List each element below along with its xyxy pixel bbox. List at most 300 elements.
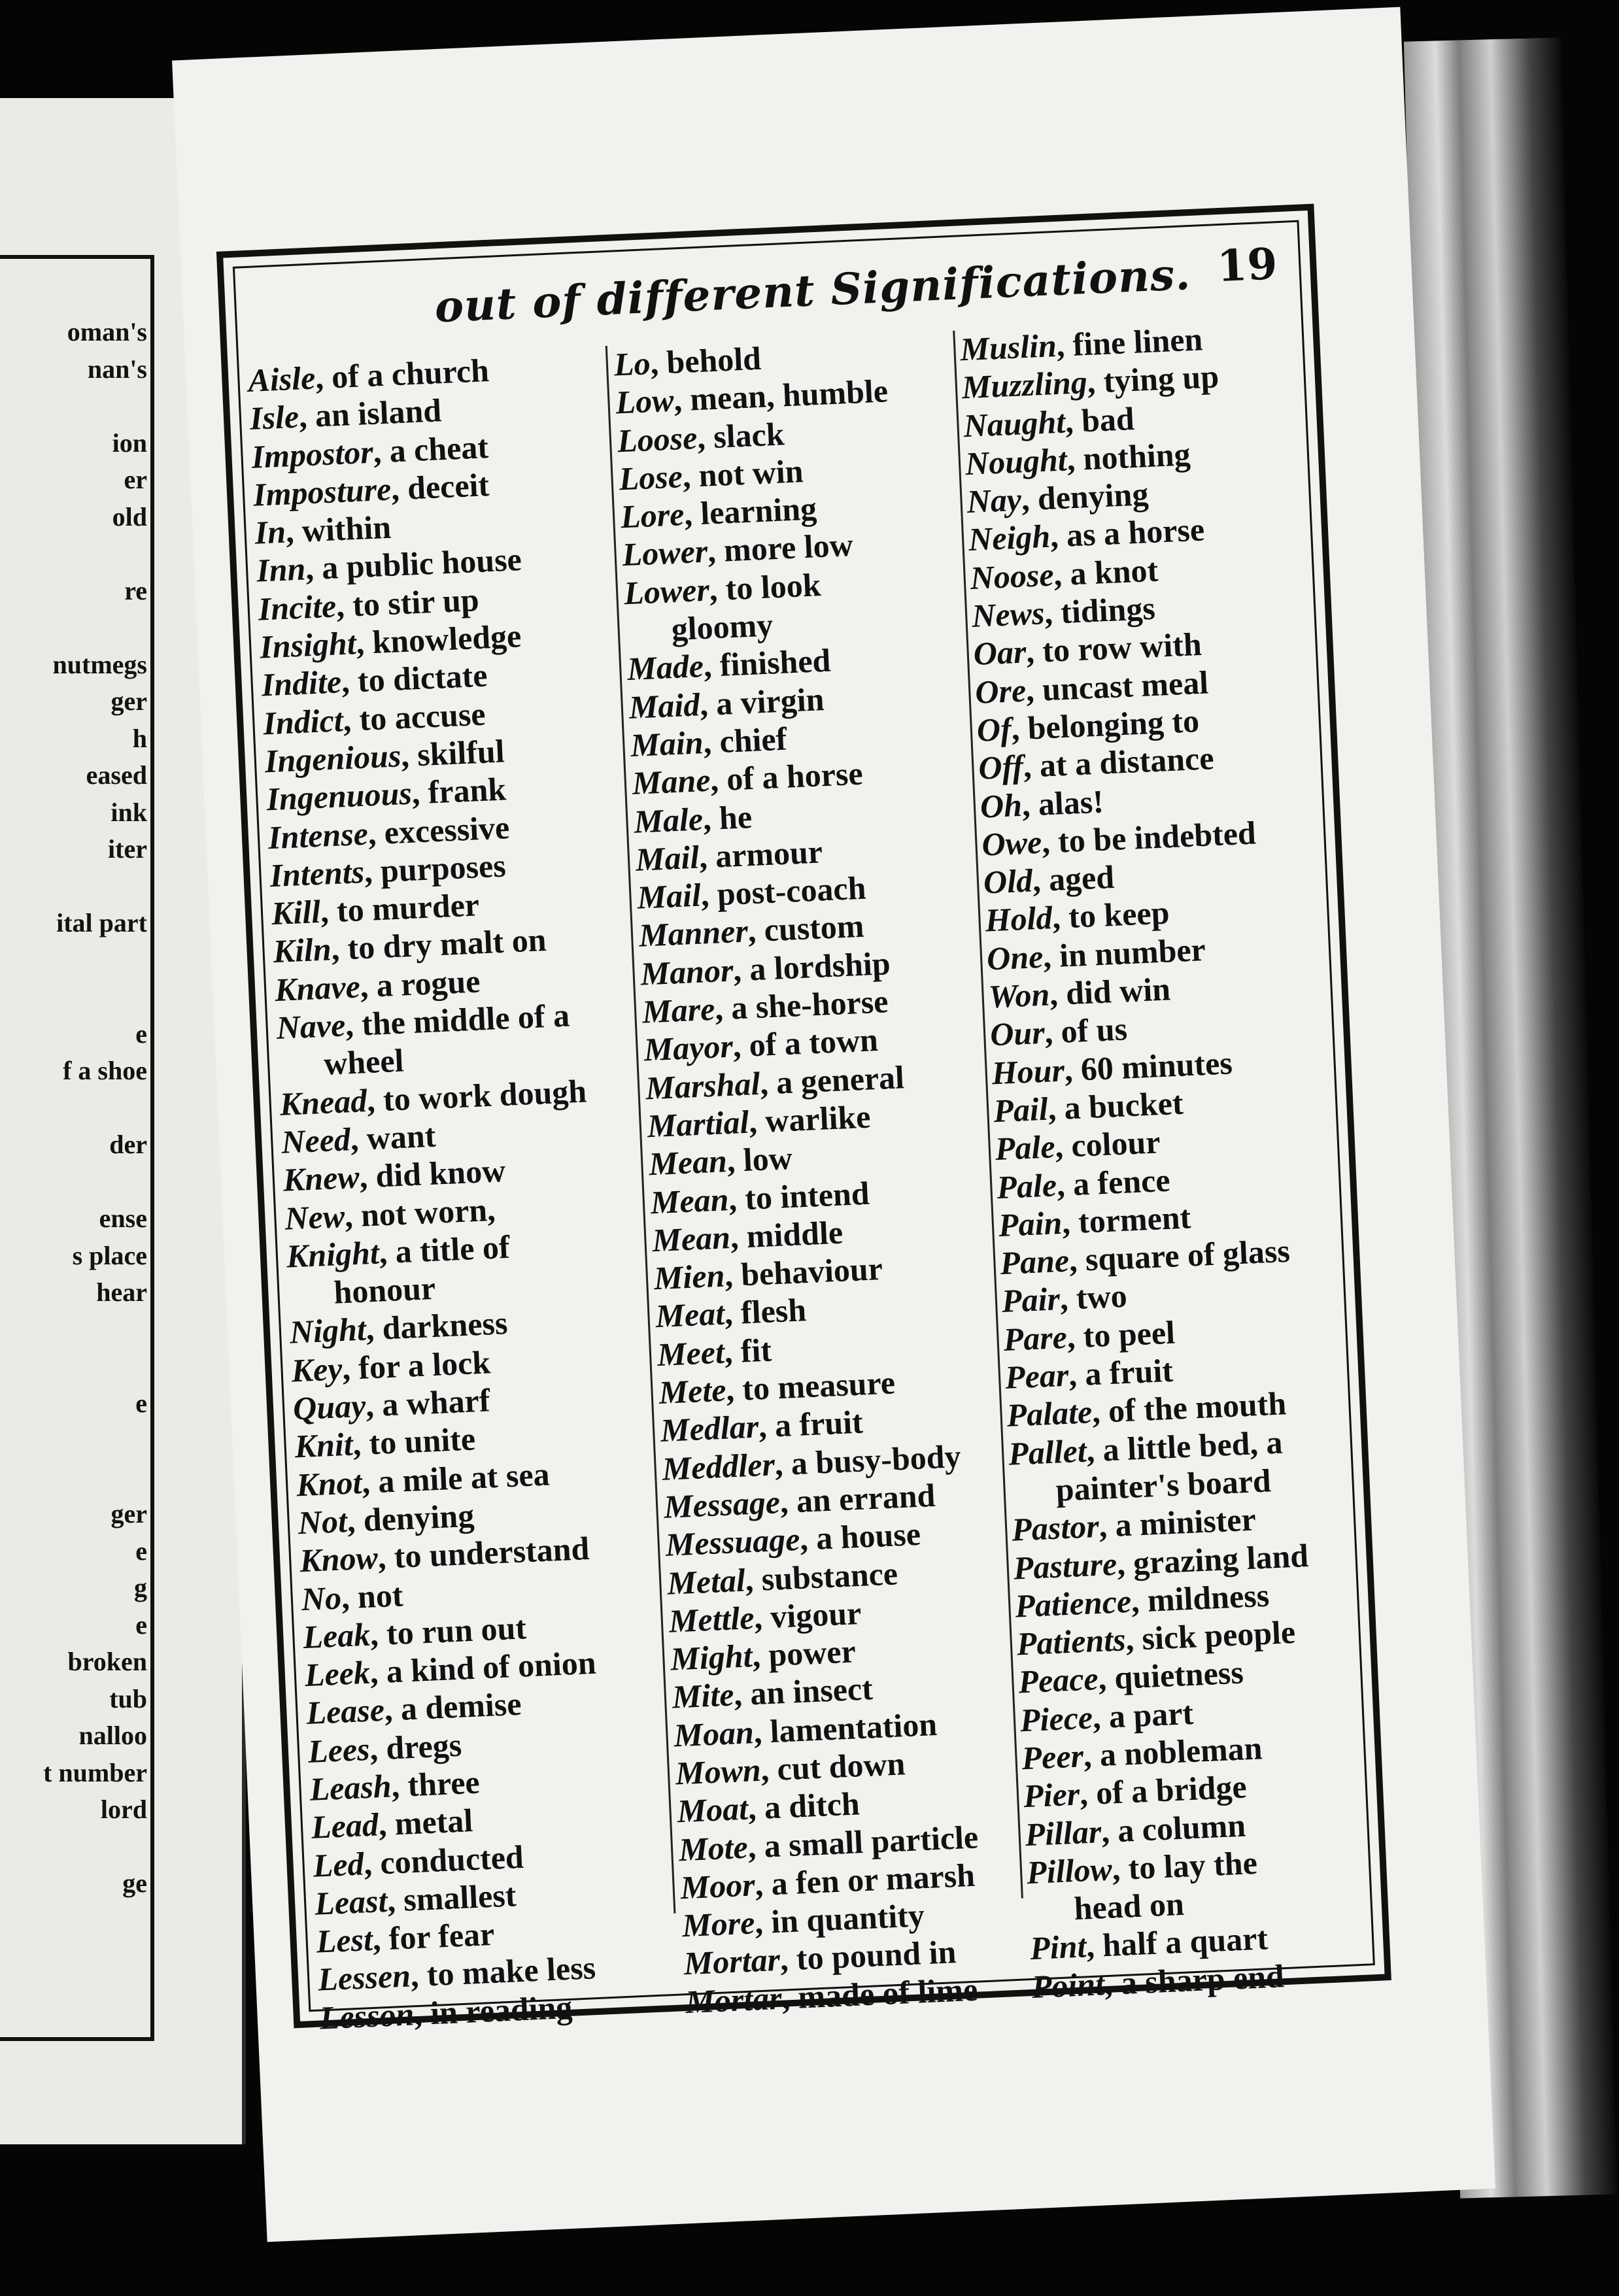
entry-meaning: , to keep xyxy=(1051,894,1170,936)
entry-word: Mean xyxy=(651,1218,732,1259)
entry-meaning: , uncast meal xyxy=(1025,664,1210,709)
entry-meaning: , for a lock xyxy=(341,1343,492,1387)
entry-meaning: , substance xyxy=(744,1554,899,1598)
entry-word: Lose xyxy=(618,458,683,498)
entry-word: Pallet xyxy=(1007,1432,1087,1472)
entry-meaning: , to pound in xyxy=(779,1933,957,1978)
entry-word: Pint xyxy=(1029,1927,1087,1967)
fragment-line xyxy=(0,979,147,1016)
fragment-line: ion xyxy=(112,428,147,458)
entry-meaning: , denying xyxy=(346,1496,475,1539)
entry-word: Knot xyxy=(296,1463,363,1503)
entry-meaning: , a busy-body xyxy=(774,1437,962,1483)
running-head: out of different Significations. xyxy=(434,248,1192,333)
entry-word: Lease xyxy=(305,1691,386,1732)
entry-word: Pillar xyxy=(1024,1812,1102,1853)
entry-meaning: , slack xyxy=(696,414,785,456)
entry-word: Peer xyxy=(1021,1737,1085,1777)
entry-meaning: , metal xyxy=(377,1802,474,1843)
entry-word: Metal xyxy=(666,1561,746,1602)
entry-word: Point xyxy=(1031,1965,1106,2005)
entry-word: Moor xyxy=(679,1866,756,1906)
entry-word: Ore xyxy=(974,671,1027,711)
fragment-line: ense xyxy=(99,1204,147,1233)
entry-word: Leash xyxy=(309,1767,392,1808)
entry-word: Palate xyxy=(1006,1393,1093,1434)
entry-word: Lore xyxy=(619,496,685,535)
entry-word: Oar xyxy=(972,633,1027,673)
entry-word: Mien xyxy=(653,1257,726,1297)
fragment-line xyxy=(0,1311,147,1349)
fragment-line: ger xyxy=(111,686,147,716)
fragment-line xyxy=(0,942,147,979)
entry-word: Isle xyxy=(248,397,300,437)
entry-meaning: , to intend xyxy=(728,1174,870,1217)
entry-word: Mayor xyxy=(643,1027,734,1068)
entry-word: Knight xyxy=(285,1234,380,1275)
entry-word: Muzzling xyxy=(961,363,1088,406)
entry-meaning: , to murder xyxy=(319,886,481,930)
entry-meaning: , a knot xyxy=(1053,551,1159,593)
entry-meaning: , skilful xyxy=(400,732,505,774)
entry-word: Messuage xyxy=(664,1521,801,1564)
entry-word: Impostor xyxy=(250,433,374,475)
entry-word: Maid xyxy=(628,686,701,726)
entry-meaning: , low xyxy=(726,1140,793,1179)
entry-meaning: , post-coach xyxy=(700,869,867,913)
fragment-line: h xyxy=(132,723,147,753)
entry-meaning: , of a bridge xyxy=(1078,1768,1248,1812)
entry-meaning: , cut down xyxy=(760,1745,906,1788)
entry-word: Knave xyxy=(273,968,361,1008)
entry-meaning: , a title of xyxy=(378,1228,511,1271)
entry-meaning: , of a town xyxy=(732,1021,879,1064)
entry-meaning: , to measure xyxy=(725,1364,896,1408)
fragment-line: f a shoe xyxy=(63,1056,147,1085)
entry-meaning: , armour xyxy=(698,833,824,875)
entry-word: Lees xyxy=(307,1730,371,1770)
entry-meaning: , for fear xyxy=(371,1916,496,1958)
entry-meaning: , conducted xyxy=(363,1838,524,1882)
entry-meaning: , to work dough xyxy=(366,1072,588,1119)
entry-meaning: , a she-horse xyxy=(713,983,889,1027)
fragment-line: e xyxy=(135,1019,147,1049)
entry-meaning: , to unite xyxy=(352,1420,477,1462)
fragment-line: old xyxy=(112,501,147,532)
fragment-line xyxy=(0,609,147,647)
entry-meaning: , a minister xyxy=(1098,1500,1257,1545)
entry-meaning: , did win xyxy=(1048,970,1172,1013)
fragment-line: hear xyxy=(96,1277,147,1307)
entry-meaning: , denying xyxy=(1020,475,1150,518)
entry-word: Lest xyxy=(315,1921,373,1960)
entry-word: Lower xyxy=(621,533,709,573)
entry-meaning: , a general xyxy=(758,1058,905,1102)
entry-word: Incite xyxy=(257,587,337,628)
entry-meaning: honour xyxy=(333,1269,437,1311)
entry-meaning: , a column xyxy=(1100,1806,1247,1849)
entry-word: Meet xyxy=(656,1333,725,1373)
entry-meaning: painter's board xyxy=(1055,1462,1272,1508)
book-page xyxy=(172,7,1495,2242)
entry-meaning: , square of glass xyxy=(1068,1232,1291,1279)
entry-meaning: , tying up xyxy=(1086,358,1220,401)
entry-word: Medlar xyxy=(659,1408,760,1449)
entry-word: Mail xyxy=(636,876,702,916)
entry-meaning: , of a church xyxy=(314,351,490,396)
fragment-line: nalloo xyxy=(78,1721,147,1750)
entry-word: Pear xyxy=(1004,1356,1070,1396)
entry-meaning: , mean, humble xyxy=(673,372,889,418)
entry-meaning: , power xyxy=(751,1632,857,1674)
entry-word: Of xyxy=(976,710,1012,749)
entry-meaning: , fine linen xyxy=(1055,320,1204,363)
entry-word: Intense xyxy=(267,815,369,856)
fragment-line xyxy=(0,1348,147,1385)
entry-meaning: , a nobleman xyxy=(1082,1729,1263,1774)
entry-meaning: , tidings xyxy=(1044,589,1156,632)
entry-word: Male xyxy=(633,800,704,840)
entry-word: Old xyxy=(982,862,1034,901)
entry-word: Hold xyxy=(984,899,1053,939)
entry-word: Might xyxy=(670,1637,753,1678)
entry-meaning: , vigour xyxy=(753,1594,862,1636)
entry-word: Knead xyxy=(279,1081,368,1123)
entry-meaning: , more low xyxy=(706,526,854,570)
entry-word: Least xyxy=(314,1882,388,1922)
entry-word: More xyxy=(681,1904,756,1944)
entry-meaning: , sick people xyxy=(1125,1613,1297,1658)
entry-meaning: , not win xyxy=(681,452,804,495)
entry-word: Ingenious xyxy=(264,737,402,780)
entry-word: Manor xyxy=(639,951,734,992)
entry-meaning: , of a horse xyxy=(709,754,864,798)
fragment-line: lord xyxy=(100,1795,147,1824)
entry-meaning: , belonging to xyxy=(1010,702,1201,747)
entry-meaning: , an island xyxy=(298,392,443,435)
entry-word: Lesson xyxy=(318,1995,415,2036)
fragment-line: e xyxy=(135,1610,147,1640)
entry-word: Leak xyxy=(302,1615,371,1655)
page-number: 19 xyxy=(1216,238,1278,292)
entry-word: Pane xyxy=(999,1241,1070,1282)
entry-meaning: , to dry malt on xyxy=(330,921,547,968)
entry-meaning: , a cheat xyxy=(372,428,489,470)
fragment-line xyxy=(0,1459,147,1496)
entry-meaning: , mildness xyxy=(1130,1576,1270,1619)
fragment-line: iter xyxy=(108,834,147,864)
entry-meaning: wheel xyxy=(322,1041,405,1083)
entry-meaning: , dregs xyxy=(369,1726,463,1767)
fragment-line: re xyxy=(124,575,147,605)
entry-meaning: , to row with xyxy=(1025,626,1202,670)
entry-meaning: , within xyxy=(284,508,392,550)
entry-word: Mane xyxy=(631,762,711,802)
entry-meaning: , in reading xyxy=(413,1988,573,2033)
entry-meaning: , darkness xyxy=(365,1304,509,1347)
entry-word: One xyxy=(985,937,1044,977)
entry-meaning: , aged xyxy=(1031,858,1116,899)
fragment-line: eased xyxy=(86,760,147,790)
page-border xyxy=(216,204,1391,2036)
entry-word: Mean xyxy=(648,1142,728,1183)
entry-meaning: , to run out xyxy=(369,1609,527,1653)
entry-meaning: , not worn, xyxy=(343,1190,496,1234)
entry-meaning: , grazing land xyxy=(1116,1536,1310,1582)
entry-word: Oh xyxy=(979,786,1023,825)
entry-word: Peace xyxy=(1017,1660,1099,1700)
entry-meaning: , three xyxy=(390,1763,481,1804)
entry-word: Low xyxy=(615,381,675,421)
entry-meaning: , torment xyxy=(1061,1198,1192,1241)
entry-meaning: , to accuse xyxy=(342,695,486,738)
entry-word: Made xyxy=(626,647,705,688)
entry-word: Lower xyxy=(623,571,710,611)
entry-meaning: , custom xyxy=(747,907,865,949)
entry-word: Mean xyxy=(649,1180,730,1221)
entry-word: Know xyxy=(299,1539,379,1579)
entry-meaning: , to make less xyxy=(409,1949,597,1994)
entry-word: Our xyxy=(989,1014,1046,1053)
entry-meaning: , a kind of onion xyxy=(369,1644,597,1691)
entry-word: Noose xyxy=(969,556,1055,596)
entry-word: Led xyxy=(312,1845,365,1884)
fragment-line: e xyxy=(135,1536,147,1566)
entry-word: Mite xyxy=(671,1676,735,1715)
entry-word: Knit xyxy=(294,1425,354,1465)
entry-meaning: , chief xyxy=(702,720,788,761)
entry-word: Off xyxy=(978,748,1025,787)
entry-meaning: , a mile at sea xyxy=(360,1455,551,1500)
entry-word: No xyxy=(300,1579,343,1617)
entry-word: Meat xyxy=(655,1295,726,1335)
entry-word: Nought xyxy=(964,441,1068,482)
entry-meaning: , a sharp end xyxy=(1103,1957,1285,2002)
entry-meaning: , not xyxy=(340,1576,404,1616)
fragment-line: ital part xyxy=(56,908,147,937)
fragment-line: s place xyxy=(72,1240,147,1270)
entry-word: Night xyxy=(288,1310,367,1351)
entry-word: Hour xyxy=(991,1051,1066,1091)
entry-word: Pare xyxy=(1002,1318,1068,1358)
entry-meaning: , did know xyxy=(358,1152,507,1195)
entry-meaning: , a rogue xyxy=(359,962,481,1005)
entry-word: Aisle xyxy=(247,359,316,399)
fragment-line: tub xyxy=(109,1683,147,1714)
fragment-line: nan's xyxy=(87,354,147,384)
entry-meaning: gloomy xyxy=(670,606,774,648)
fragment-line xyxy=(0,1829,147,1866)
fragment-line: oman's xyxy=(67,317,147,346)
entry-meaning: , an insect xyxy=(733,1670,874,1713)
fragment-line: g xyxy=(134,1573,147,1602)
entry-word: Owe xyxy=(981,823,1043,863)
entry-meaning: , the middle of a xyxy=(344,996,571,1043)
entry-word: Naught xyxy=(963,403,1066,444)
entry-meaning: , a ditch xyxy=(747,1785,861,1827)
entry-word: Martial xyxy=(646,1103,750,1145)
entry-meaning: , colour xyxy=(1054,1123,1161,1165)
fragment-line xyxy=(0,1090,147,1127)
entry-meaning: , warlike xyxy=(748,1098,872,1140)
entry-word: Moan xyxy=(673,1713,755,1754)
entry-meaning: , a wharf xyxy=(364,1381,491,1424)
entry-word: Inn xyxy=(256,550,307,590)
entry-meaning: , purposes xyxy=(363,847,507,890)
fragment-line xyxy=(0,1164,147,1201)
entry-word: Pain xyxy=(997,1204,1063,1243)
entry-meaning: , learning xyxy=(683,490,818,533)
entry-word: Pillow xyxy=(1025,1850,1113,1891)
entry-word: In xyxy=(254,513,287,551)
entry-meaning: , knowledge xyxy=(355,617,522,662)
entry-word: Mettle xyxy=(668,1598,755,1640)
entry-word: Manner xyxy=(638,912,749,954)
entry-word: Main xyxy=(630,724,704,764)
fragment-line: ink xyxy=(111,797,147,827)
entry-word: Pasture xyxy=(1012,1545,1118,1587)
entry-word: Nave xyxy=(275,1006,347,1047)
entry-word: Patients xyxy=(1015,1621,1127,1663)
entry-word: Loose xyxy=(616,418,698,460)
entry-meaning: , behaviour xyxy=(724,1250,883,1294)
entry-meaning: , behold xyxy=(649,339,762,382)
entry-meaning: , to stir up xyxy=(335,581,480,624)
entry-meaning: , a fruit xyxy=(757,1403,864,1445)
entry-meaning: head on xyxy=(1073,1885,1185,1927)
entry-meaning: , as a horse xyxy=(1049,511,1206,555)
entry-meaning: , to lay the xyxy=(1111,1844,1258,1887)
entry-meaning: , to peel xyxy=(1066,1313,1176,1355)
entry-meaning: , made of lime xyxy=(781,1970,979,2016)
entry-meaning: , 60 minutes xyxy=(1063,1043,1233,1089)
entry-meaning: , quietness xyxy=(1097,1653,1244,1697)
entry-word: Mortar xyxy=(683,1941,781,1982)
entry-meaning: , finished xyxy=(702,641,832,684)
entry-word: Quay xyxy=(292,1387,367,1427)
entry-word: Mete xyxy=(658,1371,727,1411)
entry-meaning: , a demise xyxy=(383,1685,522,1729)
fragment-line: ge xyxy=(122,1868,147,1898)
entry-word: Neigh xyxy=(967,518,1051,558)
entry-word: Key xyxy=(290,1349,343,1389)
entry-meaning: , a little bed, a xyxy=(1085,1423,1284,1469)
entry-meaning: , alas! xyxy=(1021,783,1104,823)
entry-word: News xyxy=(971,594,1046,635)
entry-meaning: , a fruit xyxy=(1068,1351,1174,1393)
entry-meaning: , nothing xyxy=(1066,435,1191,478)
entry-meaning: , frank xyxy=(411,770,507,811)
entry-meaning: , of the mouth xyxy=(1091,1385,1287,1430)
entry-word: Moat xyxy=(676,1790,749,1830)
entry-word: Message xyxy=(663,1483,781,1525)
entry-word: Mote xyxy=(677,1828,749,1868)
fragment-line xyxy=(0,535,147,573)
entry-meaning: , a small particle xyxy=(747,1818,980,1865)
entry-word: Indict xyxy=(262,701,344,742)
entry-word: Kiln xyxy=(272,930,332,970)
entry-word: Patience xyxy=(1014,1582,1133,1625)
entry-word: Imposture xyxy=(252,470,392,513)
entry-word: Lessen xyxy=(317,1957,412,1999)
entry-word: Nay xyxy=(966,481,1023,520)
entry-word: Pail xyxy=(993,1090,1049,1130)
entry-meaning: , want xyxy=(349,1117,437,1158)
entry-word: Leek xyxy=(303,1653,371,1694)
fragment-line: ger xyxy=(111,1499,147,1528)
entry-word: Insight xyxy=(259,624,357,666)
entry-meaning: , to dictate xyxy=(340,656,488,700)
entry-meaning: , in quantity xyxy=(754,1897,926,1941)
fragment-line: e xyxy=(135,1388,147,1418)
entry-word: Need xyxy=(281,1121,351,1160)
entry-word: Marshal xyxy=(645,1064,761,1107)
entry-word: New xyxy=(284,1197,346,1237)
fragment-line: der xyxy=(109,1130,147,1159)
entry-word: Mail xyxy=(634,838,700,878)
entry-word: Pale xyxy=(996,1166,1058,1206)
entry-meaning: , a public house xyxy=(305,541,522,587)
entry-word: Not xyxy=(297,1502,348,1542)
entry-word: Mortar xyxy=(685,1979,783,2020)
entry-meaning: , lamentation xyxy=(753,1705,938,1750)
entry-meaning: , a house xyxy=(798,1515,921,1558)
fragment-line: t number xyxy=(43,1757,147,1787)
entry-meaning: , a fen or marsh xyxy=(754,1856,976,1903)
entry-word: Kill xyxy=(270,893,322,932)
entry-meaning: , a bucket xyxy=(1047,1084,1184,1127)
entry-word: Intents xyxy=(269,853,366,894)
entry-word: Knew xyxy=(282,1158,360,1199)
word-column-1 xyxy=(247,346,673,2036)
entry-meaning: , in number xyxy=(1042,930,1206,975)
entry-meaning: , middle xyxy=(729,1213,844,1255)
entry-word: Muslin xyxy=(959,327,1057,368)
fragment-line xyxy=(0,1422,147,1459)
entry-meaning: , at a distance xyxy=(1022,739,1215,785)
previous-page-text xyxy=(0,314,147,1902)
entry-word: Ingenuous xyxy=(265,774,413,818)
entry-word: Mare xyxy=(641,990,716,1030)
entry-meaning: , half a quart xyxy=(1085,1919,1269,1965)
entry-meaning: , deceit xyxy=(390,465,490,507)
entry-meaning: , of us xyxy=(1044,1010,1129,1051)
entry-meaning: , fit xyxy=(723,1331,773,1370)
entry-meaning: , to understand xyxy=(377,1530,590,1576)
entry-meaning: , flesh xyxy=(723,1291,808,1332)
entry-word: Indite xyxy=(260,663,343,703)
entry-meaning: , an errand xyxy=(779,1476,936,1521)
entry-meaning: , excessive xyxy=(367,808,511,852)
entry-word: Pier xyxy=(1022,1775,1081,1815)
entry-word: Won xyxy=(987,975,1051,1015)
entry-word: Lead xyxy=(310,1806,379,1846)
entry-word: Pale xyxy=(994,1128,1056,1168)
entry-word: Meddler xyxy=(661,1445,775,1487)
entry-meaning: , a virgin xyxy=(698,680,825,722)
fragment-line xyxy=(0,388,147,425)
entry-word: Mown xyxy=(674,1751,762,1792)
entry-meaning: , bad xyxy=(1064,399,1135,440)
entry-word: Pastor xyxy=(1011,1508,1100,1548)
entry-word: Pair xyxy=(1000,1280,1061,1320)
entry-meaning: , a lordship xyxy=(732,944,891,988)
entry-meaning: , smallest xyxy=(386,1876,517,1919)
entry-meaning: , to be indebted xyxy=(1040,814,1257,860)
fragment-line: broken xyxy=(67,1647,147,1676)
entry-meaning: , he xyxy=(702,798,753,837)
fragment-line: er xyxy=(124,465,147,494)
